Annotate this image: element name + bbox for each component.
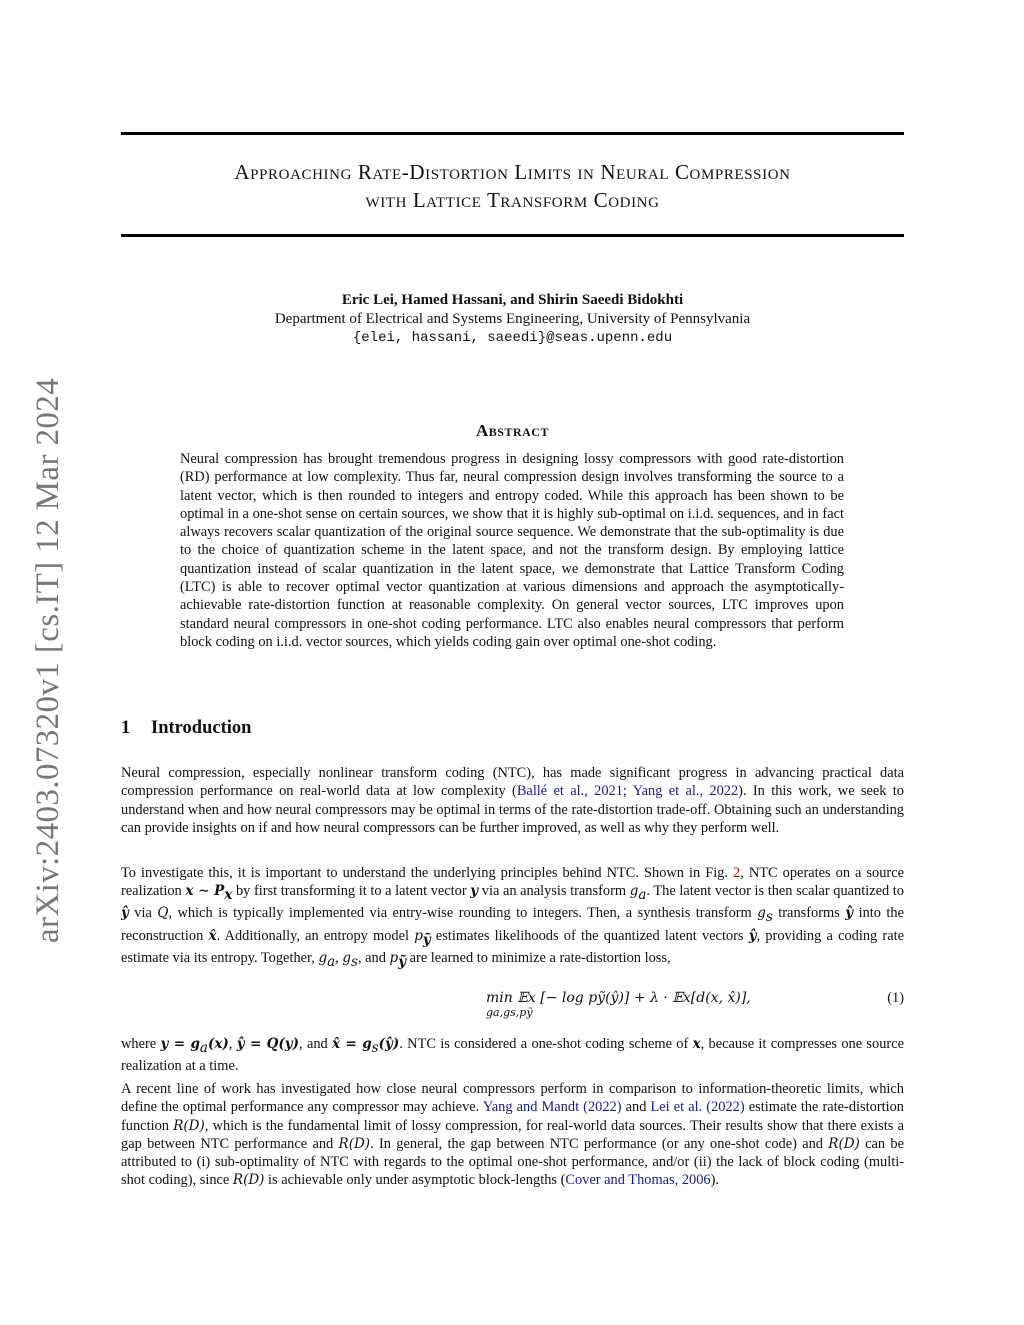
math-inline: R(D)	[232, 1172, 265, 1189]
text-span: . Additionally, an entropy model	[216, 927, 415, 944]
abstract-heading: Abstract	[476, 421, 549, 440]
paper-title-line-2: with Lattice Transform Coding	[365, 188, 660, 212]
math-inline: ŷ	[748, 927, 757, 944]
citation-link[interactable]: Lei et al. (2022)	[650, 1099, 745, 1116]
text-span: , NTC operates on a source realization	[121, 865, 904, 900]
math-subscript: a	[638, 887, 647, 904]
text-span: where	[121, 1036, 161, 1052]
text-span: , and	[357, 949, 390, 966]
math-inline: ŷ = Q(y)	[236, 1036, 300, 1052]
text-span: . The latent vector is then scalar quantized to	[646, 883, 904, 900]
paper-title	[121, 158, 904, 214]
math-inline: R(D)	[173, 1117, 205, 1134]
text-span: via an analysis transform	[478, 883, 630, 900]
citation-link[interactable]: Yang et al., 2022	[632, 783, 739, 800]
text-span: transforms	[772, 905, 846, 922]
text-span: , because it compresses one source realization at a time.	[121, 1036, 904, 1075]
citation-link[interactable]: Yang and Mandt (2022)	[482, 1099, 622, 1116]
math-inline: R(D)	[338, 1135, 371, 1152]
equation-1	[121, 990, 904, 1020]
math-subscript: a	[199, 1039, 208, 1056]
intro-paragraph-1	[121, 764, 904, 837]
author-email: {elei, hassani, saeedi}@seas.upenn.edu	[352, 330, 673, 346]
text-span: estimates likelihoods of the quantized latent vectors	[430, 927, 749, 944]
math-subscript: a	[327, 953, 336, 970]
text-span: into the reconstruction	[121, 905, 904, 944]
text-span: via	[128, 905, 158, 922]
math-inline: Q	[157, 905, 169, 922]
math-inline: g	[757, 905, 766, 922]
math-subscript: s	[765, 909, 773, 926]
math-inline: ŷ	[845, 905, 854, 922]
author-block	[121, 291, 904, 348]
section-number: 1	[121, 718, 131, 738]
math-inline: g	[342, 949, 352, 966]
math-inline: x̂ = g	[332, 1036, 372, 1052]
text-span: To investigate this, it is important to understand the underlying principles behind NTC. Shown in Fig.	[121, 865, 734, 881]
section-heading-introduction	[121, 718, 251, 739]
text-span: estimate the rate-distortion function	[121, 1099, 905, 1134]
text-span: ,	[228, 1036, 237, 1052]
intro-paragraph-4	[121, 1080, 904, 1190]
equation-expression	[486, 990, 751, 1019]
text-span: can be attributed to (i) sub-optimality of NTC with regards to the optimal one-shot performance, and/or (ii) the lack of block coding (multi-shot coding), since	[121, 1135, 905, 1189]
math-subscript: s	[351, 953, 358, 970]
text-span: is achievable only under asymptotic block-lengths (	[264, 1172, 566, 1189]
math-inline: x ∼ P	[185, 883, 225, 900]
math-inline: ŷ	[121, 905, 129, 922]
text-span: are learned to minimize a rate-distortion loss,	[406, 949, 671, 966]
citation-link[interactable]: Ballé et al., 2021	[516, 783, 623, 800]
math-inline: (x)	[207, 1036, 229, 1052]
text-span: ;	[622, 783, 633, 800]
math-inline: g	[318, 949, 328, 966]
text-span: , which is typically implemented via entry-wise rounding to integers. Then, a synthesis transform	[168, 905, 758, 922]
text-span: . NTC is considered a one-shot coding scheme of	[399, 1036, 693, 1052]
figure-link[interactable]: 2	[733, 865, 741, 881]
math-inline: x	[692, 1036, 701, 1052]
math-inline: (ŷ)	[378, 1036, 400, 1052]
math-inline: y	[470, 883, 479, 900]
text-span: , providing a coding rate estimate via its entropy. Together,	[121, 927, 904, 966]
affiliation: Department of Electrical and Systems Engineering, University of Pennsylvania	[274, 311, 751, 327]
text-span: and	[621, 1099, 651, 1116]
math-inline: g	[629, 883, 639, 900]
text-span: by first transforming it to a latent vector	[232, 883, 471, 900]
math-inline: p	[389, 949, 399, 966]
intro-paragraph-3	[121, 1035, 904, 1075]
text-span: ).	[710, 1172, 720, 1189]
citation-link[interactable]: Cover and Thomas, 2006	[565, 1172, 711, 1189]
equation-number: (1)	[887, 990, 904, 1006]
text-span: A recent line of work has investigated how close neural compressors perform in comparison to information-theoretic limits, which define the optimal performance any compressor may achieve.	[121, 1081, 904, 1116]
text-span: ). In this work, we seek to understand when and how neural compressors may be optimal in terms of the rate-distortion trade-off. Obtaining such an understanding can provide insights on if and how neural compressors can be further improved, as well as why they perform well.	[121, 783, 904, 836]
text-span: Neural compression, especially nonlinear transform coding (NTC), has made significant progress in advancing practical data compression performance on real-world data at low complexity (	[121, 765, 904, 800]
equation-body: min 𝔼x [− log pỹ(ŷ)] + λ · 𝔼x[d(x, x̂)],	[486, 990, 751, 1006]
math-subscript: x	[224, 887, 233, 904]
text-span: . In general, the gap between NTC performance (or any one-shot code) and	[370, 1135, 829, 1152]
text-span: , which is the fundamental limit of lossy compression, for real-world data sources. Their results show that there exists a gap between NTC performance and	[121, 1117, 905, 1152]
title-rule-top	[121, 132, 904, 135]
math-inline: x̂	[208, 927, 217, 944]
arxiv-stamp: arXiv:2403.07320v1 [cs.IT] 12 Mar 2024	[30, 377, 66, 943]
section-title: Introduction	[151, 718, 252, 738]
title-rule-bottom	[121, 234, 904, 237]
intro-paragraph-2	[121, 864, 904, 971]
abstract-text: Neural compression has brought tremendous progress in designing lossy compressors with good rate-distortion (RD) performance at low complexity. Thus far, neural compression design involves transforming the source to a latent vector, which is then rounded to integers and entropy coded. While this approach has been shown to be optimal in a one-shot sense on certain sources, we show that it is highly sub-optimal on i.i.d. sequences, and in fact always recovers scalar quantization of the original source sequence. We demonstrate that the sub-optimality is due to the choice of quantization scheme in the latent space, and not the transform design. By employing lattice quantization instead of scalar quantization in the latent space, we demonstrate that Lattice Transform Coding (LTC) is able to recover optimal vector quantization at various dimensions and approach the asymptotically-achievable rate-distortion function at reasonable complexity. On general vector sources, LTC improves upon standard neural compressors in one-shot coding performance. LTC also enables neural compressors that perform block coding on i.i.d. vector sources, which yields coding gain over optimal one-shot coding.	[180, 451, 844, 650]
math-subscript: ỹ	[422, 931, 431, 948]
math-subscript: s	[371, 1039, 379, 1056]
math-inline: y = g	[160, 1036, 200, 1052]
text-span: ,	[335, 949, 343, 966]
math-inline: R(D)	[828, 1135, 860, 1152]
text-span: , and	[299, 1036, 333, 1052]
author-names: Eric Lei, Hamed Hassani, and Shirin Saeedi Bidokhti	[341, 292, 684, 308]
math-inline: p	[414, 927, 423, 944]
math-subscript: ỹ	[398, 953, 407, 970]
equation-min-subscript: ga,gs,pỹ	[486, 1006, 533, 1019]
paper-title-line-1: Approaching Rate-Distortion Limits in Neural Compression	[234, 160, 791, 184]
